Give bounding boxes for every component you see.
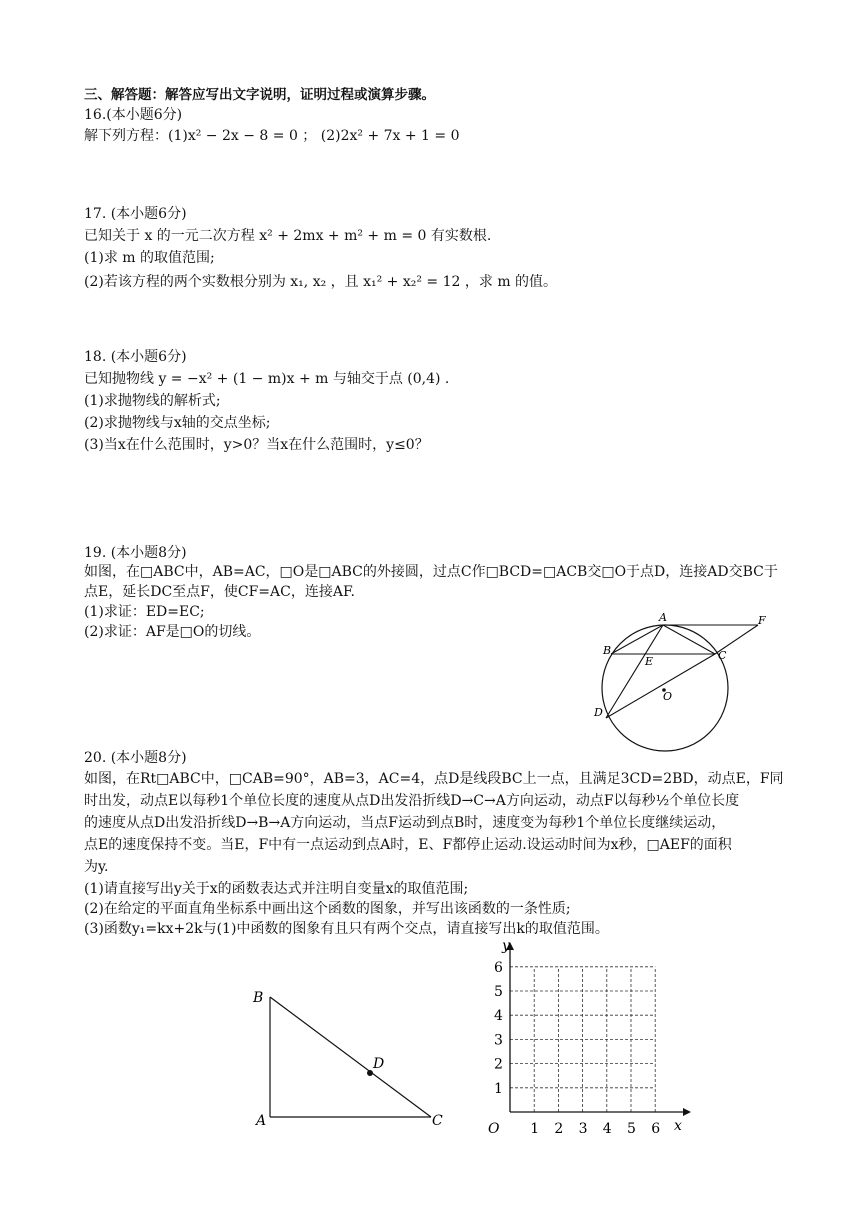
q16-equations: 解下列方程：(1)x² − 2x − 8 = 0 ； (2)2x² + 7x + 1 = 0 bbox=[84, 128, 460, 144]
q17-stem: 已知关于 x 的一元二次方程 x² + 2mx + m² + m = 0 有实数根. bbox=[84, 228, 492, 244]
q19-part2: (2)求证：AF是□O的切线。 bbox=[84, 624, 261, 640]
q20-header: 20. (本小题8分) bbox=[84, 750, 187, 766]
q19-part1: (1)求证：ED=EC; bbox=[84, 604, 205, 620]
y-tick-label: 6 bbox=[494, 959, 503, 976]
x-axis-label: x bbox=[674, 1118, 682, 1134]
q19-circle-figure bbox=[590, 608, 780, 758]
q20-stem-line4: 点E的速度保持不变。当E，F中有一点运动到点A时，E、F都停止运动.设运动时间为x秒，□AEF的面积 bbox=[84, 837, 732, 853]
q18-stem: 已知抛物线 y = −x² + (1 − m)x + m 与轴交于点 (0,4) . bbox=[84, 371, 450, 387]
q20-stem-line5: 为y. bbox=[84, 859, 109, 875]
y-tick-label: 2 bbox=[494, 1056, 503, 1073]
x-tick-label: 2 bbox=[554, 1121, 564, 1137]
section-heading: 三、解答题：解答应写出文字说明，证明过程或演算步骤。 bbox=[84, 87, 435, 103]
label-b: B bbox=[603, 644, 612, 657]
x-tick-label: 3 bbox=[578, 1121, 588, 1137]
label-b: B bbox=[253, 990, 264, 1006]
x-axis-arrow bbox=[683, 1108, 691, 1116]
label-a: A bbox=[256, 1113, 267, 1129]
q19-stem-line1: 如图，在□ABC中，AB=AC，□O是□ABC的外接圆，过点C作□BCD=□ACB交□O于点D，连接AD交BC于 bbox=[84, 564, 778, 580]
origin-label: O bbox=[488, 1121, 500, 1137]
segment-ab bbox=[611, 625, 663, 654]
label-d: D bbox=[594, 706, 603, 719]
circle-o bbox=[602, 625, 728, 751]
x-tick-label: 5 bbox=[627, 1121, 636, 1137]
q18-part1: (1)求抛物线的解析式; bbox=[84, 393, 221, 409]
label-a: A bbox=[659, 611, 667, 624]
q20-coordinate-grid bbox=[478, 938, 694, 1142]
q20-triangle-figure bbox=[245, 980, 455, 1130]
q18-header: 18. (本小题6分) bbox=[84, 349, 187, 365]
tick-labels bbox=[494, 960, 660, 1137]
q19-header: 19. (本小题8分) bbox=[84, 545, 187, 561]
y-axis-label: y bbox=[502, 938, 510, 954]
q19-stem-line2: 点E，延长DC至点F，使CF=AC，连接AF. bbox=[84, 584, 355, 600]
q20-stem-line3: 的速度从点D出发沿折线D→B→A方向运动，当点F运动到点B时，速度变为每秒1个单位长度继续运动， bbox=[84, 815, 726, 831]
q17-part1: (1)求 m 的取值范围; bbox=[84, 250, 215, 266]
label-d: D bbox=[373, 1056, 385, 1072]
label-e: E bbox=[645, 655, 654, 668]
segment-ad bbox=[606, 625, 663, 718]
grid-lines bbox=[510, 967, 655, 1112]
x-tick-label: 4 bbox=[602, 1121, 612, 1137]
q17-part2: (2)若该方程的两个实数根分别为 x₁, x₂ ，且 x₁² + x₂² = 12 ，求 m 的值。 bbox=[84, 274, 558, 290]
q17-header: 17. (本小题6分) bbox=[84, 206, 187, 222]
segment-bc bbox=[270, 997, 431, 1117]
label-f: F bbox=[758, 614, 766, 627]
q18-part3: (3)当x在什么范围时，y>0？当x在什么范围时，y≤0？ bbox=[84, 437, 429, 453]
q16-header: 16.(本小题6分) bbox=[84, 107, 183, 123]
q20-stem-line1: 如图，在Rt□ABC中，□CAB=90°，AB=3，AC=4，点D是线段BC上一点，且满足3CD=2BD，动点E，F同 bbox=[84, 771, 784, 787]
y-tick-label: 1 bbox=[494, 1080, 503, 1097]
q20-part1: (1)请直接写出y关于x的函数表达式并注明自变量x的取值范围; bbox=[84, 881, 469, 897]
segment-dc bbox=[606, 654, 715, 718]
x-tick-label: 1 bbox=[530, 1121, 540, 1137]
q20-stem-line2: 时出发，动点E以每秒1个单位长度的速度从点D出发沿折线D→C→A方向运动，动点F以每秒½个单位长度 bbox=[84, 793, 740, 809]
label-c: C bbox=[718, 649, 727, 662]
x-tick-label: 6 bbox=[651, 1121, 661, 1137]
label-c: C bbox=[432, 1113, 443, 1129]
label-o: O bbox=[663, 690, 673, 703]
q20-part3: (3)函数y₁=kx+2k与(1)中函数的图象有且只有两个交点，请直接写出k的取值范围。 bbox=[84, 921, 609, 937]
y-tick-label: 3 bbox=[494, 1032, 503, 1049]
y-tick-label: 5 bbox=[494, 984, 503, 1000]
q20-part2: (2)在给定的平面直角坐标系中画出这个函数的图象，并写出该函数的一条性质; bbox=[84, 901, 571, 917]
y-tick-label: 4 bbox=[494, 1008, 503, 1025]
q18-part2: (2)求抛物线与x轴的交点坐标; bbox=[84, 415, 271, 431]
